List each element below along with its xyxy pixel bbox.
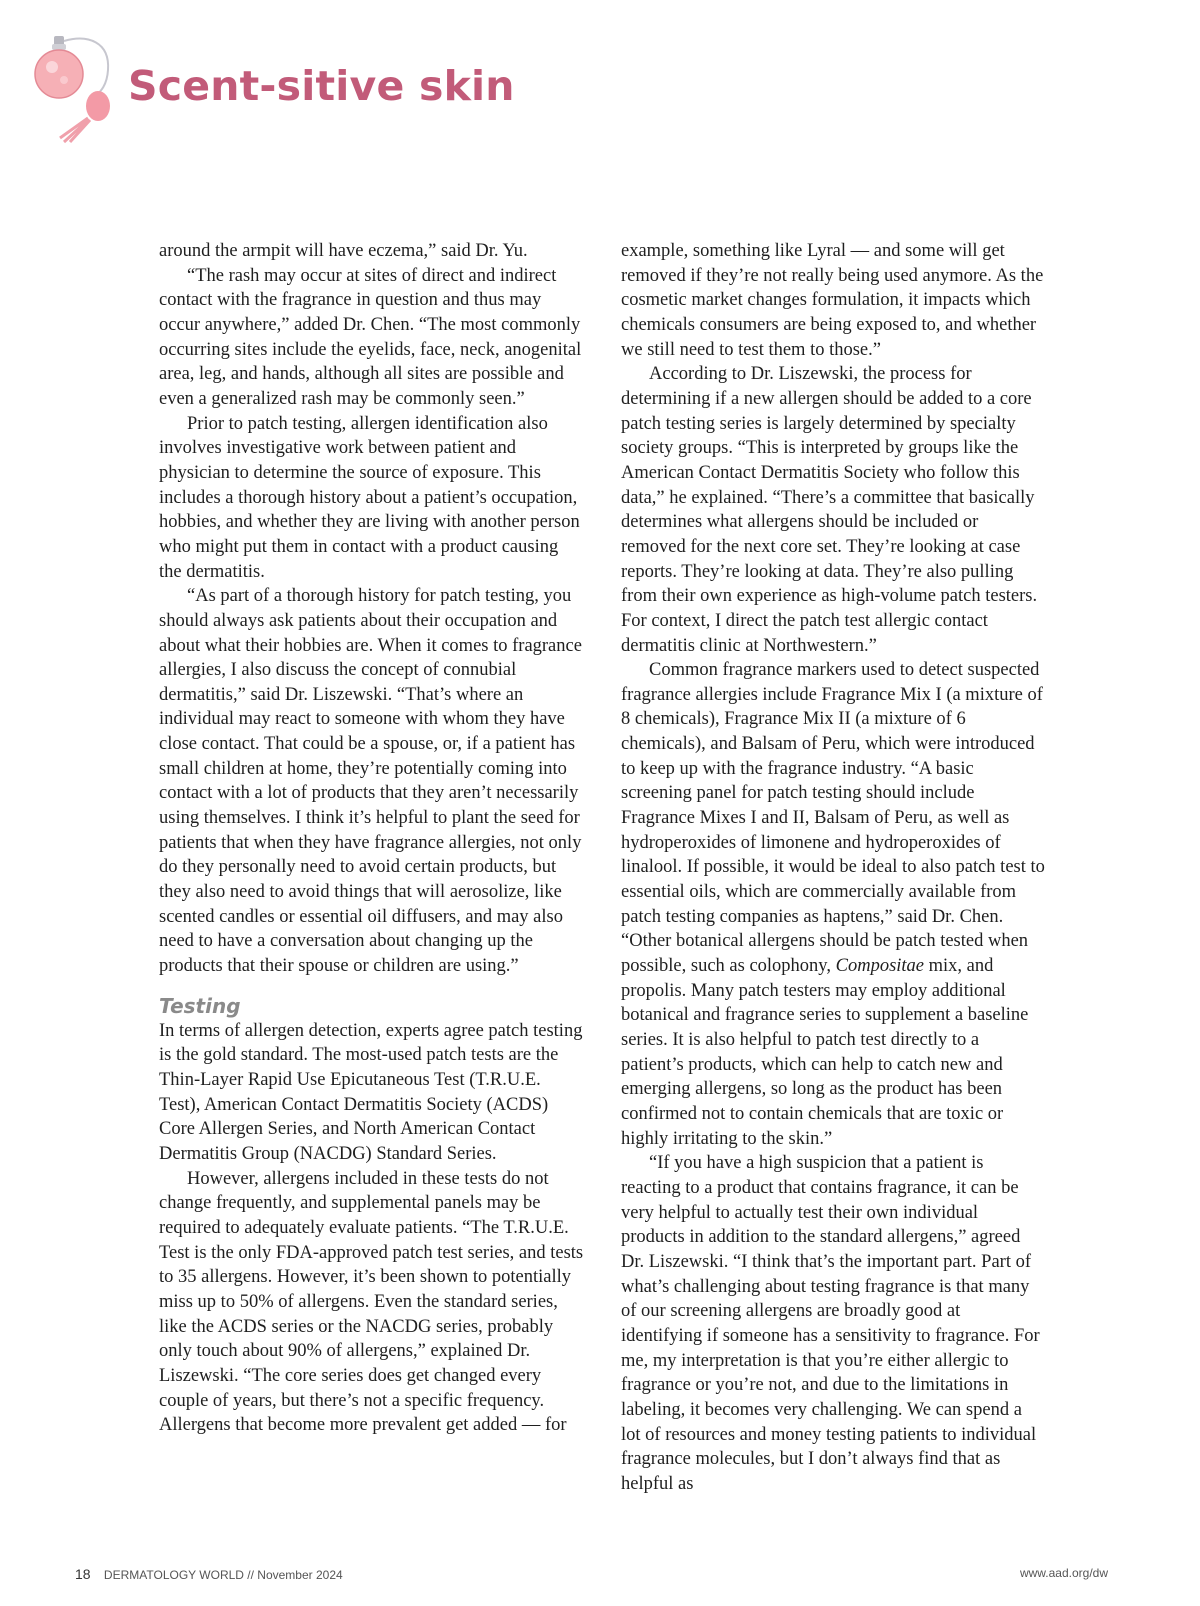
section-subhead: Testing: [159, 993, 241, 1018]
paragraph: In terms of allergen detection, experts agree patch testing is the gold standard. The most-used patch tests are the Thin-Layer Rapid Use Epicutaneous Test (T.R.U.E. Test), American Contact Dermatitis Society (ACDS) Core Allergen Series, and North American Contact Dermatitis Group (NACDG) Standard Series.: [159, 1020, 583, 1164]
paragraph: According to Dr. Liszewski, the process for determining if a new allergen should be added to a core patch testing series is largely determined by specialty society groups. “This is interpreted by groups like the American Contact Dermatitis Society who follow this data,” he explained. “There’s a committee that basically determines what allergens should be included or removed for the next core set. They’re looking at case reports. They’re looking at data. They’re also pulling from their own experience as high-volume patch testers. For context, I direct the patch test allergic contact dermatitis clinic at Northwestern.”: [621, 364, 1038, 656]
paragraph: “If you have a high suspicion that a patient is reacting to a product that contains fragrance, it can be very helpful to actually test their own individual products in addition to the standard allergens,” agreed Dr. Liszewski. “I think that’s the important part. Part of what’s challenging about testing fragrance is that many of our screening allergens are broadly good at identifying if someone has a sensitivity to fragrance. For me, my interpretation is that you’re either allergic to fragrance or you’re not, and due to the limitations in labeling, it becomes very challenging. We can spend a lot of resources and money testing patients to individual fragrance molecules, but I don’t always find that as helpful as: [621, 1153, 1040, 1494]
page-header: [28, 34, 728, 144]
footer-url[interactable]: www.aad.org/dw: [1019, 1566, 1108, 1580]
paragraph-text: Common fragrance markers used to detect suspected fragrance allergies include Fragrance Mix I (a mixture of 8 chemicals), Fragrance Mix II (a mixture of 6 chemicals), and Balsam of Peru, which were introduced to keep up with the fragrance industry. “A basic screening panel for patch testing should include Fragrance Mixes I and II, Balsam of Peru, as well as hydroperoxides of limonene and hydroperoxides of linalool. If possible, it would be ideal to also patch test to essential oils, which are commercially available from patch testing companies as haptens,” said Dr. Chen. “Other botanical allergens should be patch tested when possible, such as colophony,: [621, 660, 1045, 977]
perfume-atomizer-icon: [28, 34, 128, 144]
publication-name: DERMATOLOGY WORLD // November 2024: [103, 1568, 343, 1582]
paragraph-text: mix, and propolis. Many patch testers may employ additional botanical and fragrance series to supplement a baseline series. It is also helpful to patch test directly to a patient’s products, which can help to catch new and emerging allergens, so long as the product has been confirmed not to contain chemicals that are toxic or highly irritating to the skin.”: [621, 956, 1029, 1149]
footer-left: [75, 1566, 343, 1582]
paragraph: example, something like Lyral — and some will get removed if they’re not really being used anymore. As the cosmetic market changes formulation, it impacts which chemicals consumers are being exposed to, and whether we still need to test them to those.”: [621, 241, 1044, 360]
italic-term: Compositae: [835, 956, 925, 977]
paragraph: However, allergens included in these tests do not change frequently, and supplemental panels may be required to adequately evaluate patients. “The T.R.U.E. Test is the only FDA-approved patch test series, and tests to 35 allergens. However, it’s been shown to potentially miss up to 50% of allergens. Even the standard series, like the ACDS series or the NACDG series, probably only touch about 90% of allergens,” explained Dr. Liszewski. “The core series does get changed every couple of years, but there’s not a specific frequency. Allergens that become more prevalent get added — for: [159, 1168, 584, 1436]
page-title: Scent-sitive skin: [128, 62, 515, 110]
page-number: 18: [75, 1566, 91, 1582]
paragraph: “The rash may occur at sites of direct and indirect contact with the fragrance in question and thus may occur anywhere,” added Dr. Chen. “The most commonly occurring sites include the eyelids, face, neck, anogenital area, leg, and hands, although all sites are possible and even a generalized rash may be commonly seen.”: [159, 265, 582, 409]
paragraph: “As part of a thorough history for patch testing, you should always ask patients about their occupation and about what their hobbies are. When it comes to fragrance allergies, I also discuss the concept of connubial dermatitis,” said Dr. Liszewski. “That’s where an individual may react to someone with whom they have close contact. That could be a spouse, or, if a patient has small children at home, they’re potentially coming into contact with a lot of products that they aren’t necessarily using themselves. I think it’s helpful to plant the seed for patients that when they have fragrance allergies, not only do they personally need to avoid certain products, but they also need to avoid things that will aerosolize, like scented candles or essential oil diffusers, and may also need to have a conversation about changing up the products that their spouse or children are using.”: [159, 586, 582, 977]
article-column-right: [621, 239, 1046, 1496]
article-column-left: [159, 239, 584, 1438]
paragraph: [621, 658, 1046, 1151]
paragraph: around the armpit will have eczema,” said Dr. Yu.: [159, 241, 528, 261]
paragraph: Prior to patch testing, allergen identification also involves investigative work between patient and physician to determine the source of exposure. This includes a thorough history about a patient’s occupation, hobbies, and whether they are living with another person who might put them in contact with a product causing the dermatitis.: [159, 413, 580, 582]
